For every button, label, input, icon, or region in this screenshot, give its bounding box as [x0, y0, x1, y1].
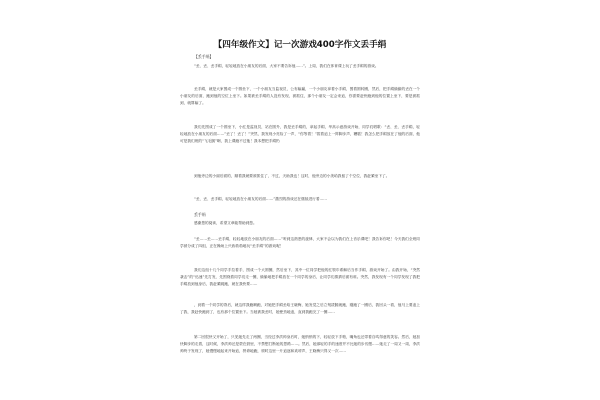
paragraph: 我们先围成了一个圆坐下，小红是监视员，站在圆外，我是丢手绢的，拿起手绢，华高示意游戏开始，同学们唱歌：“丢、丢、丢手绢，轻轻地放在小朋友的后面……”丢了！丢了！”突然，我发现小亮捡了一声，“你等着！”拔着追上一阵脚步声，糟糕！我怎么把手绢放在了他的后面，他可是我们班的“飞毛腿”啊，我上课跑不过他！我本想把手绢扔: [180, 125, 420, 144]
paragraph: “丢、丢、丢手绢，轻轻地放在小朋友的后面，大家不要告诉他……”。上周，我们在体育课上玩了丢手绢的游戏。: [194, 64, 379, 68]
document-page: [180, 38, 420, 400]
paragraph: 我们这组十几个同学手拉着手，围成一个大圆圈，然后坐下，其中一位同学把他的红领巾系解后当作手绢，游戏开始了。由我开始，“突然袭击”的“迅速”先打发，先围绕着同学们走一圈，偷偷地把手绢放在一个同学的身后，让同学们猜猜后面有谁。突然，我发现有一个同学发现了我把手绢放到他身后，我赶紧跳跑，就在我快要……: [180, 268, 420, 287]
paragraph: ，到着一个同学的背后，就这样我跑啊跑，对她把手绢丢给王晓梅，她发觉之后立刻拔腿就跑，刚跑了一圈后，我回头一看，他马上要追上了我，我赶快跑到了，也有那个位置坐下。当她被我丢时，她使劲地追，直到我跑完了一圈……: [180, 303, 420, 315]
paragraph: 感谢您的阅读，希望文章能帮助到您。: [194, 221, 257, 225]
paragraph: 丢手绢，就是大家围成一个圆坐下，一个小朋友当监视员，公布输赢，一个小朋友拿着小手绢，围着圆转圈，然后，把手绢偷偷的丢在一个小朋友的后面，跑到他的空位上坐下。如果被丢手绢的人没有发现，被抓住，那个小朋友一定会来追，你需要赶快跑到他的位置上坐下，要是被抓到，就算输了。: [180, 87, 420, 106]
paragraph: “丢、丢、丢手绢，轻轻地放在小朋友的后面……”激烈的游戏还在继续进行着……: [194, 197, 327, 201]
section-label: 丢手绢: [194, 212, 206, 217]
paragraph: 到他旁边的小丽后面的，顺着我就要被抓住了，不过，天助我也！这时，他旁边的小美给我留了个空位，我赶紧坐下了。: [194, 174, 390, 178]
section-label: 【丢手绢】: [194, 54, 214, 59]
paragraph: “丢……丢……丢手绢，轻轻地放在小朋友的后面……”听到这熟悉的旋律，大家不会以为我们在上音乐课吧！我告诉你吧！今天我们全班同学被分成了四组，正在操场上兴致勃勃地玩“丢手绢”的游戏呢！: [180, 237, 420, 249]
paragraph: 第二回很快又开始了，只见她先走了两圈，当经过李洪帅身后时，她悄悄的下，轻轻放下手帕，嘴角也还带着自鸣得意的笑容。然后，她加快脚步的走着，这时候，李洪帅还是蒙在鼓里，不禁想打断她的思路……。然后，她那轻的手的速度并不比她的步伐慢……她走了一周又一周，李洪帅终于发现了，她慢慢地起来开始追，拼命地跑，顿时这里一片追逐和欢呼声，王晓梅只得又一次……: [180, 335, 420, 354]
page-title: 【四年级作文】记一次游戏400字作文丢手绢: [213, 40, 387, 50]
